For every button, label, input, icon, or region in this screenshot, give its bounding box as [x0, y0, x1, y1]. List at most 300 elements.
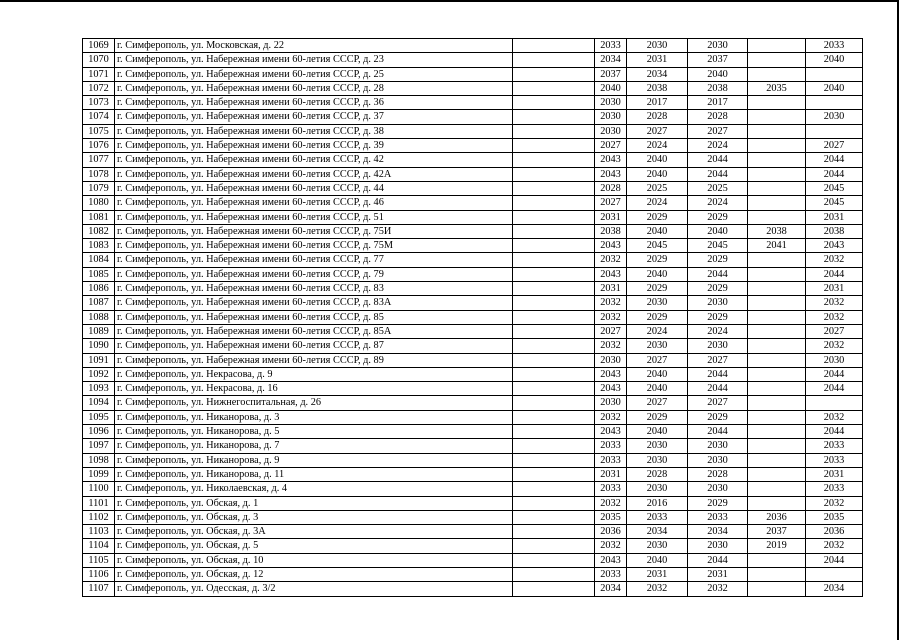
year-cell-1: 2030 — [595, 96, 627, 110]
year-cell-4 — [748, 410, 806, 424]
year-cell-3: 2029 — [688, 282, 748, 296]
table-row — [83, 353, 863, 367]
year-cell-3: 2017 — [688, 96, 748, 110]
address-cell: г. Симферополь, ул. Набережная имени 60-летия СССР, д. 42А — [115, 167, 513, 181]
page-top-edge — [0, 0, 899, 2]
row-number-cell: 1102 — [83, 510, 115, 524]
empty-cell — [513, 139, 595, 153]
empty-cell — [513, 267, 595, 281]
year-cell-5: 2044 — [806, 267, 863, 281]
year-cell-2: 2027 — [627, 124, 688, 138]
year-cell-2: 2040 — [627, 167, 688, 181]
row-number-cell: 1095 — [83, 410, 115, 424]
year-cell-5: 2031 — [806, 282, 863, 296]
year-cell-5: 2030 — [806, 110, 863, 124]
empty-cell — [513, 324, 595, 338]
address-cell: г. Симферополь, ул. Набережная имени 60-летия СССР, д. 87 — [115, 339, 513, 353]
empty-cell — [513, 496, 595, 510]
year-cell-2: 2017 — [627, 96, 688, 110]
year-cell-5: 2032 — [806, 339, 863, 353]
year-cell-2: 2030 — [627, 539, 688, 553]
empty-cell — [513, 96, 595, 110]
year-cell-2: 2040 — [627, 553, 688, 567]
year-cell-1: 2027 — [595, 324, 627, 338]
year-cell-5: 2034 — [806, 582, 863, 596]
year-cell-2: 2024 — [627, 324, 688, 338]
year-cell-4 — [748, 353, 806, 367]
row-number-cell: 1091 — [83, 353, 115, 367]
address-cell: г. Симферополь, ул. Набережная имени 60-летия СССР, д. 36 — [115, 96, 513, 110]
year-cell-1: 2030 — [595, 353, 627, 367]
year-cell-2: 2016 — [627, 496, 688, 510]
address-cell: г. Симферополь, ул. Никанорова, д. 9 — [115, 453, 513, 467]
row-number-cell: 1083 — [83, 239, 115, 253]
year-cell-4: 2019 — [748, 539, 806, 553]
row-number-cell: 1073 — [83, 96, 115, 110]
table-row — [83, 81, 863, 95]
year-cell-3: 2025 — [688, 181, 748, 195]
year-cell-5: 2032 — [806, 410, 863, 424]
year-cell-5: 2044 — [806, 425, 863, 439]
year-cell-5: 2044 — [806, 167, 863, 181]
table-row — [83, 553, 863, 567]
empty-cell — [513, 110, 595, 124]
year-cell-5: 2044 — [806, 153, 863, 167]
address-cell: г. Симферополь, ул. Набережная имени 60-летия СССР, д. 46 — [115, 196, 513, 210]
year-cell-1: 2037 — [595, 67, 627, 81]
year-cell-3: 2044 — [688, 267, 748, 281]
year-cell-2: 2028 — [627, 467, 688, 481]
year-cell-1: 2036 — [595, 525, 627, 539]
year-cell-5: 2038 — [806, 224, 863, 238]
row-number-cell: 1076 — [83, 139, 115, 153]
year-cell-3: 2024 — [688, 196, 748, 210]
address-cell: г. Симферополь, ул. Набережная имени 60-летия СССР, д. 37 — [115, 110, 513, 124]
address-cell: г. Симферополь, ул. Набережная имени 60-летия СССР, д. 25 — [115, 67, 513, 81]
year-cell-2: 2029 — [627, 282, 688, 296]
table-row — [83, 525, 863, 539]
year-cell-3: 2030 — [688, 39, 748, 53]
year-cell-3: 2029 — [688, 210, 748, 224]
row-number-cell: 1106 — [83, 567, 115, 581]
year-cell-4 — [748, 582, 806, 596]
address-cell: г. Симферополь, ул. Николаевская, д. 4 — [115, 482, 513, 496]
year-cell-4 — [748, 367, 806, 381]
year-cell-1: 2034 — [595, 53, 627, 67]
year-cell-1: 2030 — [595, 124, 627, 138]
year-cell-4 — [748, 153, 806, 167]
year-cell-1: 2043 — [595, 425, 627, 439]
year-cell-5: 2032 — [806, 253, 863, 267]
year-cell-1: 2032 — [595, 253, 627, 267]
row-number-cell: 1096 — [83, 425, 115, 439]
year-cell-2: 2033 — [627, 510, 688, 524]
table-row — [83, 181, 863, 195]
year-cell-5 — [806, 124, 863, 138]
row-number-cell: 1098 — [83, 453, 115, 467]
empty-cell — [513, 382, 595, 396]
empty-cell — [513, 367, 595, 381]
year-cell-4 — [748, 496, 806, 510]
table-row — [83, 310, 863, 324]
year-cell-3: 2028 — [688, 467, 748, 481]
empty-cell — [513, 525, 595, 539]
year-cell-5 — [806, 67, 863, 81]
year-cell-2: 2029 — [627, 310, 688, 324]
address-cell: г. Симферополь, ул. Набережная имени 60-летия СССР, д. 75М — [115, 239, 513, 253]
year-cell-2: 2029 — [627, 253, 688, 267]
year-cell-1: 2043 — [595, 239, 627, 253]
year-cell-2: 2024 — [627, 196, 688, 210]
year-cell-1: 2032 — [595, 339, 627, 353]
empty-cell — [513, 439, 595, 453]
address-cell: г. Симферополь, ул. Никанорова, д. 11 — [115, 467, 513, 481]
year-cell-2: 2040 — [627, 224, 688, 238]
row-number-cell: 1072 — [83, 81, 115, 95]
row-number-cell: 1081 — [83, 210, 115, 224]
repair-schedule-table — [82, 38, 863, 597]
row-number-cell: 1075 — [83, 124, 115, 138]
address-cell: г. Симферополь, ул. Набережная имени 60-летия СССР, д. 23 — [115, 53, 513, 67]
empty-cell — [513, 339, 595, 353]
year-cell-1: 2043 — [595, 153, 627, 167]
year-cell-5: 2032 — [806, 496, 863, 510]
year-cell-1: 2040 — [595, 81, 627, 95]
table-row — [83, 467, 863, 481]
year-cell-2: 2045 — [627, 239, 688, 253]
year-cell-3: 2044 — [688, 153, 748, 167]
row-number-cell: 1105 — [83, 553, 115, 567]
year-cell-4 — [748, 282, 806, 296]
year-cell-1: 2027 — [595, 196, 627, 210]
year-cell-3: 2030 — [688, 296, 748, 310]
year-cell-3: 2028 — [688, 110, 748, 124]
row-number-cell: 1107 — [83, 582, 115, 596]
row-number-cell: 1099 — [83, 467, 115, 481]
year-cell-4 — [748, 324, 806, 338]
year-cell-4 — [748, 453, 806, 467]
year-cell-5: 2027 — [806, 139, 863, 153]
row-number-cell: 1100 — [83, 482, 115, 496]
empty-cell — [513, 539, 595, 553]
empty-cell — [513, 210, 595, 224]
year-cell-3: 2027 — [688, 124, 748, 138]
year-cell-3: 2030 — [688, 439, 748, 453]
year-cell-3: 2029 — [688, 410, 748, 424]
row-number-cell: 1080 — [83, 196, 115, 210]
year-cell-2: 2034 — [627, 525, 688, 539]
year-cell-1: 2027 — [595, 139, 627, 153]
table-row — [83, 453, 863, 467]
empty-cell — [513, 167, 595, 181]
row-number-cell: 1071 — [83, 67, 115, 81]
year-cell-5: 2045 — [806, 196, 863, 210]
address-cell: г. Симферополь, ул. Обская, д. 12 — [115, 567, 513, 581]
address-cell: г. Симферополь, ул. Набережная имени 60-летия СССР, д. 83А — [115, 296, 513, 310]
year-cell-2: 2029 — [627, 210, 688, 224]
year-cell-5: 2035 — [806, 510, 863, 524]
empty-cell — [513, 553, 595, 567]
year-cell-3: 2034 — [688, 525, 748, 539]
year-cell-3: 2029 — [688, 310, 748, 324]
year-cell-4 — [748, 39, 806, 53]
year-cell-2: 2038 — [627, 81, 688, 95]
year-cell-4 — [748, 110, 806, 124]
row-number-cell: 1074 — [83, 110, 115, 124]
year-cell-3: 2044 — [688, 425, 748, 439]
year-cell-1: 2043 — [595, 167, 627, 181]
year-cell-2: 2029 — [627, 410, 688, 424]
year-cell-3: 2044 — [688, 553, 748, 567]
table-row — [83, 267, 863, 281]
year-cell-1: 2043 — [595, 267, 627, 281]
table-row — [83, 510, 863, 524]
row-number-cell: 1097 — [83, 439, 115, 453]
table-row — [83, 53, 863, 67]
year-cell-2: 2027 — [627, 353, 688, 367]
row-number-cell: 1077 — [83, 153, 115, 167]
year-cell-1: 2034 — [595, 582, 627, 596]
year-cell-1: 2030 — [595, 396, 627, 410]
address-cell: г. Симферополь, ул. Набережная имени 60-летия СССР, д. 85 — [115, 310, 513, 324]
empty-cell — [513, 81, 595, 95]
row-number-cell: 1088 — [83, 310, 115, 324]
address-cell: г. Симферополь, ул. Одесская, д. 3/2 — [115, 582, 513, 596]
year-cell-5: 2040 — [806, 81, 863, 95]
year-cell-3: 2040 — [688, 67, 748, 81]
year-cell-5: 2032 — [806, 539, 863, 553]
address-cell: г. Симферополь, ул. Набережная имени 60-летия СССР, д. 39 — [115, 139, 513, 153]
year-cell-2: 2040 — [627, 425, 688, 439]
address-cell: г. Симферополь, ул. Никанорова, д. 3 — [115, 410, 513, 424]
year-cell-4 — [748, 567, 806, 581]
empty-cell — [513, 310, 595, 324]
year-cell-3: 2044 — [688, 367, 748, 381]
row-number-cell: 1087 — [83, 296, 115, 310]
address-cell: г. Симферополь, ул. Обская, д. 1 — [115, 496, 513, 510]
year-cell-3: 2029 — [688, 253, 748, 267]
table-row — [83, 239, 863, 253]
table-row — [83, 539, 863, 553]
year-cell-1: 2032 — [595, 310, 627, 324]
year-cell-1: 2032 — [595, 296, 627, 310]
table-row — [83, 382, 863, 396]
year-cell-4 — [748, 253, 806, 267]
year-cell-4: 2035 — [748, 81, 806, 95]
year-cell-5: 2044 — [806, 382, 863, 396]
table-row — [83, 96, 863, 110]
year-cell-4 — [748, 124, 806, 138]
address-cell: г. Симферополь, ул. Набережная имени 60-летия СССР, д. 77 — [115, 253, 513, 267]
year-cell-1: 2030 — [595, 110, 627, 124]
year-cell-3: 2030 — [688, 539, 748, 553]
year-cell-4: 2036 — [748, 510, 806, 524]
row-number-cell: 1084 — [83, 253, 115, 267]
address-cell: г. Симферополь, ул. Набережная имени 60-летия СССР, д. 28 — [115, 81, 513, 95]
table-row — [83, 67, 863, 81]
table-row — [83, 324, 863, 338]
year-cell-3: 2033 — [688, 510, 748, 524]
year-cell-2: 2030 — [627, 39, 688, 53]
year-cell-5: 2033 — [806, 482, 863, 496]
empty-cell — [513, 582, 595, 596]
table-body — [83, 39, 863, 597]
year-cell-4 — [748, 139, 806, 153]
year-cell-2: 2040 — [627, 382, 688, 396]
table-row — [83, 282, 863, 296]
year-cell-5: 2030 — [806, 353, 863, 367]
empty-cell — [513, 567, 595, 581]
table-row — [83, 410, 863, 424]
year-cell-4: 2037 — [748, 525, 806, 539]
year-cell-5: 2040 — [806, 53, 863, 67]
address-cell: г. Симферополь, ул. Обская, д. 3А — [115, 525, 513, 539]
table-row — [83, 496, 863, 510]
year-cell-4 — [748, 396, 806, 410]
empty-cell — [513, 53, 595, 67]
year-cell-2: 2030 — [627, 482, 688, 496]
year-cell-4 — [748, 53, 806, 67]
row-number-cell: 1093 — [83, 382, 115, 396]
year-cell-3: 2031 — [688, 567, 748, 581]
empty-cell — [513, 482, 595, 496]
year-cell-3: 2029 — [688, 496, 748, 510]
year-cell-5: 2033 — [806, 39, 863, 53]
year-cell-2: 2025 — [627, 181, 688, 195]
year-cell-2: 2031 — [627, 567, 688, 581]
table-row — [83, 153, 863, 167]
address-cell: г. Симферополь, ул. Никанорова, д. 5 — [115, 425, 513, 439]
address-cell: г. Симферополь, ул. Нижнегоспитальная, д. 26 — [115, 396, 513, 410]
year-cell-3: 2024 — [688, 139, 748, 153]
empty-cell — [513, 467, 595, 481]
year-cell-4 — [748, 467, 806, 481]
year-cell-4: 2041 — [748, 239, 806, 253]
year-cell-1: 2033 — [595, 39, 627, 53]
address-cell: г. Симферополь, ул. Набережная имени 60-летия СССР, д. 38 — [115, 124, 513, 138]
table-row — [83, 482, 863, 496]
year-cell-2: 2031 — [627, 53, 688, 67]
year-cell-1: 2043 — [595, 553, 627, 567]
year-cell-2: 2030 — [627, 339, 688, 353]
address-cell: г. Симферополь, ул. Набережная имени 60-летия СССР, д. 42 — [115, 153, 513, 167]
row-number-cell: 1085 — [83, 267, 115, 281]
address-cell: г. Симферополь, ул. Набережная имени 60-летия СССР, д. 51 — [115, 210, 513, 224]
year-cell-4 — [748, 196, 806, 210]
address-cell: г. Симферополь, ул. Обская, д. 10 — [115, 553, 513, 567]
year-cell-3: 2030 — [688, 453, 748, 467]
row-number-cell: 1092 — [83, 367, 115, 381]
table-row — [83, 224, 863, 238]
table-row — [83, 139, 863, 153]
year-cell-2: 2034 — [627, 67, 688, 81]
year-cell-5: 2032 — [806, 296, 863, 310]
table-row — [83, 124, 863, 138]
table-row — [83, 396, 863, 410]
year-cell-5: 2043 — [806, 239, 863, 253]
year-cell-1: 2032 — [595, 496, 627, 510]
empty-cell — [513, 510, 595, 524]
year-cell-4 — [748, 482, 806, 496]
table-row — [83, 39, 863, 53]
row-number-cell: 1069 — [83, 39, 115, 53]
year-cell-2: 2028 — [627, 110, 688, 124]
table-row — [83, 196, 863, 210]
row-number-cell: 1104 — [83, 539, 115, 553]
empty-cell — [513, 453, 595, 467]
year-cell-2: 2040 — [627, 367, 688, 381]
year-cell-3: 2038 — [688, 81, 748, 95]
year-cell-5: 2031 — [806, 467, 863, 481]
year-cell-3: 2027 — [688, 353, 748, 367]
year-cell-4 — [748, 267, 806, 281]
year-cell-1: 2043 — [595, 367, 627, 381]
year-cell-1: 2031 — [595, 467, 627, 481]
row-number-cell: 1070 — [83, 53, 115, 67]
table-row — [83, 253, 863, 267]
year-cell-3: 2027 — [688, 396, 748, 410]
address-cell: г. Симферополь, ул. Набережная имени 60-летия СССР, д. 83 — [115, 282, 513, 296]
year-cell-1: 2032 — [595, 539, 627, 553]
year-cell-5: 2044 — [806, 367, 863, 381]
year-cell-4 — [748, 67, 806, 81]
year-cell-5: 2036 — [806, 525, 863, 539]
year-cell-2: 2040 — [627, 153, 688, 167]
address-cell: г. Симферополь, ул. Набережная имени 60-летия СССР, д. 85А — [115, 324, 513, 338]
empty-cell — [513, 253, 595, 267]
year-cell-1: 2028 — [595, 181, 627, 195]
empty-cell — [513, 425, 595, 439]
address-cell: г. Симферополь, ул. Набережная имени 60-летия СССР, д. 79 — [115, 267, 513, 281]
year-cell-1: 2031 — [595, 282, 627, 296]
year-cell-5: 2033 — [806, 439, 863, 453]
address-cell: г. Симферополь, ул. Московская, д. 22 — [115, 39, 513, 53]
year-cell-4 — [748, 181, 806, 195]
year-cell-4: 2038 — [748, 224, 806, 238]
row-number-cell: 1089 — [83, 324, 115, 338]
year-cell-5: 2033 — [806, 453, 863, 467]
address-cell: г. Симферополь, ул. Обская, д. 5 — [115, 539, 513, 553]
year-cell-5: 2044 — [806, 553, 863, 567]
year-cell-3: 2032 — [688, 582, 748, 596]
empty-cell — [513, 224, 595, 238]
year-cell-1: 2032 — [595, 410, 627, 424]
year-cell-4 — [748, 296, 806, 310]
year-cell-3: 2044 — [688, 167, 748, 181]
address-cell: г. Симферополь, ул. Некрасова, д. 9 — [115, 367, 513, 381]
year-cell-5: 2045 — [806, 181, 863, 195]
table-row — [83, 110, 863, 124]
row-number-cell: 1090 — [83, 339, 115, 353]
address-cell: г. Симферополь, ул. Некрасова, д. 16 — [115, 382, 513, 396]
year-cell-4 — [748, 425, 806, 439]
year-cell-5 — [806, 396, 863, 410]
row-number-cell: 1079 — [83, 181, 115, 195]
year-cell-1: 2038 — [595, 224, 627, 238]
year-cell-5: 2031 — [806, 210, 863, 224]
year-cell-2: 2024 — [627, 139, 688, 153]
year-cell-1: 2033 — [595, 567, 627, 581]
row-number-cell: 1086 — [83, 282, 115, 296]
year-cell-2: 2030 — [627, 453, 688, 467]
table-row — [83, 567, 863, 581]
table-row — [83, 296, 863, 310]
empty-cell — [513, 396, 595, 410]
empty-cell — [513, 153, 595, 167]
table-row — [83, 425, 863, 439]
year-cell-2: 2030 — [627, 439, 688, 453]
year-cell-5 — [806, 96, 863, 110]
